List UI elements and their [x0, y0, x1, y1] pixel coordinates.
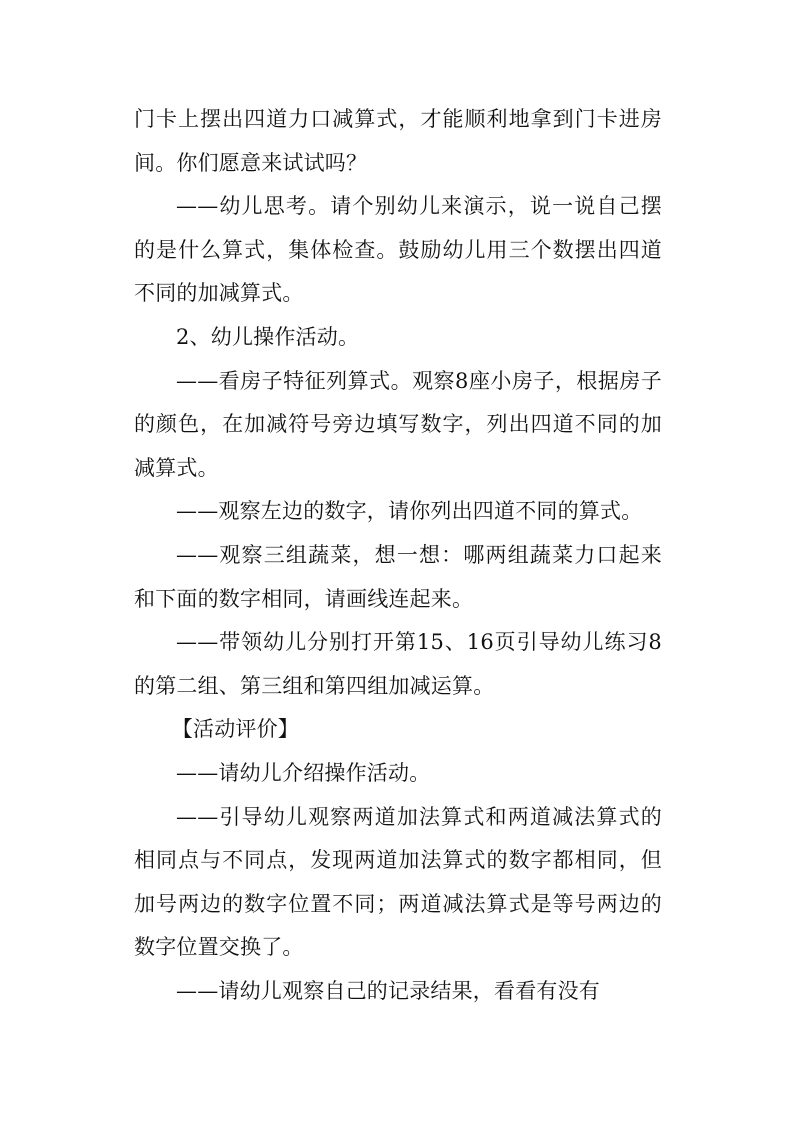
- document-body: [134, 98, 662, 1013]
- paragraph-observe-results: ——请幼儿观察自己的记录结果，看看有没有: [176, 978, 600, 1003]
- paragraph-introduce-activity: ——请幼儿介绍操作活动。: [176, 760, 431, 785]
- paragraph-child-thinking: ——幼儿思考。请个别幼儿来演示，说一说自己摆的是什么算式，集体检查。鼓励幼儿用三个数摆出四道不同的加减算式。: [134, 194, 662, 306]
- paragraph-vegetables: ——观察三组蔬菜，想一想：哪两组蔬菜力口起来和下面的数字相同，请画线连起来。: [134, 542, 662, 611]
- paragraph-house-equations: ——看房子特征列算式。观察8座小房子，根据房子的颜色，在加减符号旁边填写数字，列出四道不同的加减算式。: [134, 368, 662, 480]
- paragraph-continuation: 门卡上摆出四道力口减算式，才能顺利地拿到门卡进房间。你们愿意来试试吗？: [134, 107, 662, 175]
- section-heading-evaluation: 【活动评价】: [171, 717, 299, 742]
- paragraph-compare-equations: ——引导幼儿观察两道加法算式和两道减法算式的相同点与不同点，发现两道加法算式的数字都相同，但加号两边的数字位置不同；两道减法算式是等号两边的数字位置交换了。: [134, 804, 662, 960]
- paragraph-left-numbers: ——观察左边的数字，请你列出四道不同的算式。: [176, 499, 643, 524]
- paragraph-open-pages: ——带领幼儿分别打开第15、16页引导幼儿练习8的第二组、第三组和第四组加减运算。: [134, 630, 662, 698]
- paragraph-section-operation: 2、幼儿操作活动。: [176, 324, 360, 349]
